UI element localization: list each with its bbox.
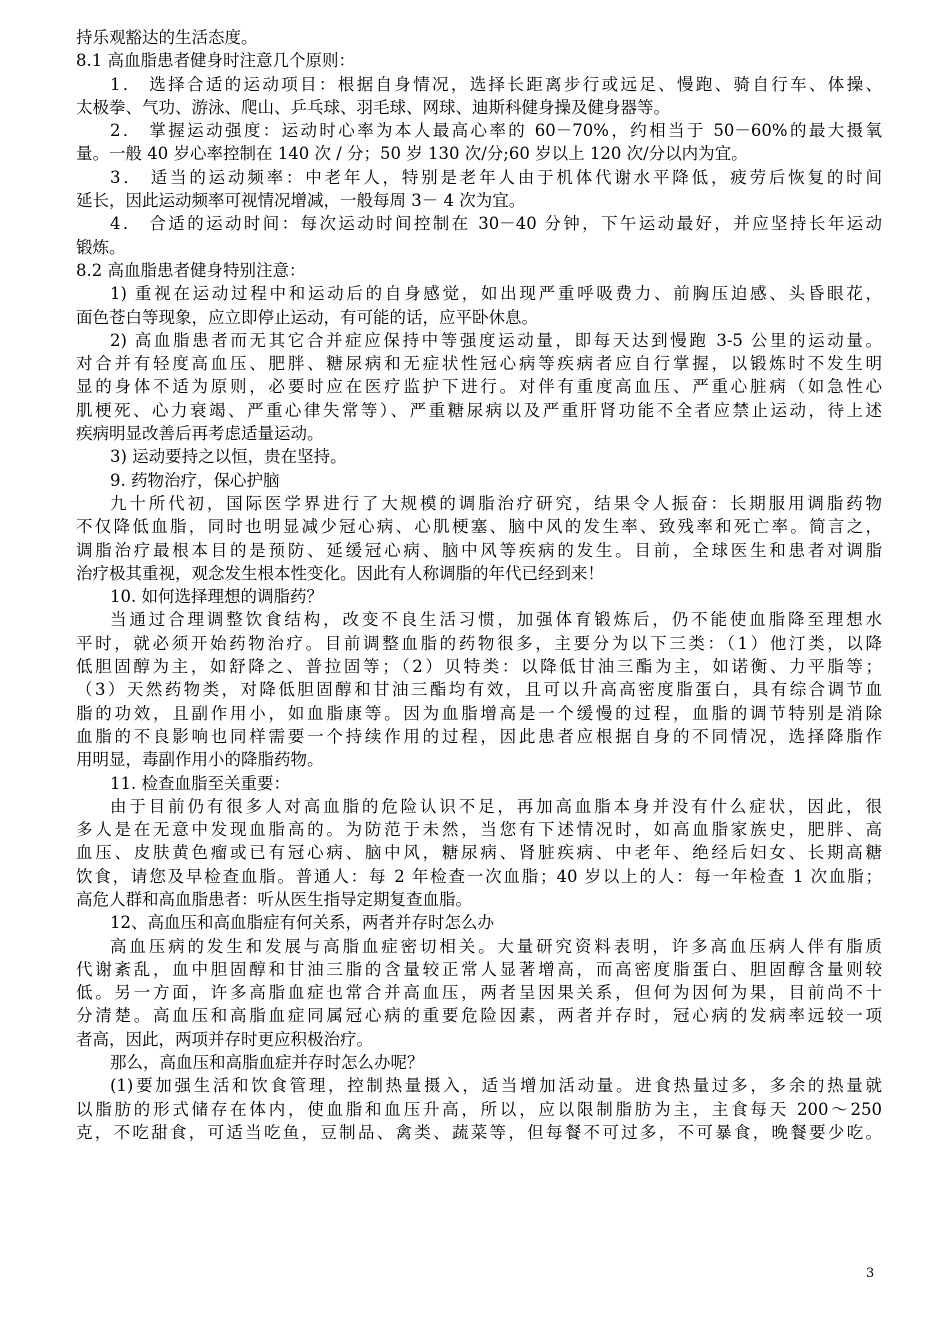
- text-line: 低。另一方面，许多高脂血症也常合并高血压，两者呈因果关系，但何为因何为果，目前尚不十: [76, 983, 882, 1003]
- text-line: 高危人群和高血脂患者：听从医生指导定期复查血脂。: [76, 889, 472, 909]
- text-line: 用明显，毒副作用小的降脂药物。: [76, 750, 324, 770]
- text-line: 不仅降低血脂，同时也明显减少冠心病、心肌梗塞、脑中风的发生率、致残率和死亡率。简言之，: [76, 517, 882, 537]
- text-line: 治疗极其重视，观念发生根本性变化。因此有人称调脂的年代已经到来！: [76, 563, 604, 583]
- text-line: 当通过合理调整饮食结构，改变不良生活习惯，加强体育锻炼后，仍不能使血脂降至理想水: [110, 610, 882, 630]
- text-line: 太极拳、气功、游泳、爬山、乒乓球、羽毛球、网球、迪斯科健身操及健身器等。: [76, 97, 670, 117]
- text-line: 分清楚。高血压和高脂血症同属冠心病的重要危险因素，两者并存时，冠心病的发病率远较一项: [76, 1006, 882, 1026]
- text-line: 12、高血压和高血脂症有何关系，两者并存时怎么办: [110, 913, 494, 933]
- text-line: 11. 检查血脂至关重要：: [110, 773, 290, 793]
- text-line: 九十所代初，国际医学界进行了大规模的调脂治疗研究，结果令人振奋：长期服用调脂药物: [110, 493, 882, 513]
- text-line: 肌梗死、心力衰竭、严重心律失常等）、严重糖尿病以及严重肝肾功能不全者应禁止运动，待上述: [76, 400, 882, 420]
- text-line: 对合并有轻度高血压、肥胖、糖尿病和无症状性冠心病等疾病者应自行掌握，以锻炼时不发生明: [76, 354, 882, 374]
- text-line: 以脂肪的形式储存在体内，使血脂和血压升高，所以，应以限制脂肪为主，主食每天 200～250: [76, 1099, 882, 1119]
- text-line: 2． 掌握运动强度：运动时心率为本人最高心率的 60－70%，约相当于 50－60%的最大摄氧: [110, 121, 882, 141]
- text-line: 1) 重视在运动过程中和运动后的自身感觉，如出现严重呼吸费力、前胸压迫感、头昏眼花，: [110, 284, 882, 304]
- text-line: 3． 适当的运动频率：中老年人，特别是老年人由于机体代谢水平降低，疲劳后恢复的时间: [110, 167, 882, 187]
- text-lines: [76, 26, 882, 1144]
- text-line: 锻炼。: [76, 237, 126, 257]
- text-line: 饮食，请您及早检查血脂。普通人：每 2 年检查一次血脂；40 岁以上的人：每一年检查 1 次血脂；: [76, 866, 882, 886]
- text-line: 疾病明显改善后再考虑适量运动。: [76, 424, 324, 444]
- text-line: 4． 合适的运动时间：每次运动时间控制在 30－40 分钟，下午运动最好，并应坚持长年运动: [110, 214, 882, 234]
- text-line: 低胆固醇为主，如舒降之、普拉固等；（2）贝特类：以降低甘油三酯为主，如诺衡、力平脂等；: [76, 657, 882, 677]
- text-line: 者高，因此，两项并存时更应积极治疗。: [76, 1029, 373, 1049]
- text-line: 平时，就必须开始药物治疗。目前调整血脂的药物很多，主要分为以下三类：（1）他汀类，以降: [76, 633, 882, 653]
- document-body: [76, 26, 882, 1144]
- text-line: 血压、皮肤黄色瘤或已有冠心病、脑中风，糖尿病、肾脏疾病、中老年、绝经后妇女、长期高糖: [76, 843, 882, 863]
- text-line: 那么，高血压和高脂血症并存时怎么办呢？: [110, 1053, 424, 1073]
- text-line: 脂的功效，且副作用小，如血脂康等。因为血脂增高是一个缓慢的过程，血脂的调节特别是消除: [76, 703, 882, 723]
- text-line: 高血压病的发生和发展与高脂血症密切相关。大量研究资料表明，许多高血压病人伴有脂质: [110, 936, 882, 956]
- text-line: 1． 选择合适的运动项目：根据自身情况，选择长距离步行或远足、慢跑、骑自行车、体操、: [110, 74, 882, 94]
- page-number: 3: [866, 1266, 875, 1281]
- text-line: 多人是在无意中发现血脂高的。为防范于未然，当您有下述情况时，如高血脂家族史，肥胖、高: [76, 820, 882, 840]
- text-line: 8.1 高血脂患者健身时注意几个原则：: [76, 51, 355, 71]
- text-line: 量。一般 40 岁心率控制在 140 次 / 分；50 岁 130 次/分;60 岁以上 120 次/分以内为宜。: [76, 144, 748, 164]
- text-line: 面色苍白等现象，应立即停止运动，有可能的话，应平卧休息。: [76, 307, 538, 327]
- text-line: 2) 高血脂患者而无其它合并症应保持中等强度运动量，即每天达到慢跑 3-5 公里的运动量。: [110, 330, 882, 350]
- text-line: 由于目前仍有很多人对高血脂的危险认识不足，再加高血脂本身并没有什么症状，因此，很: [110, 796, 882, 816]
- text-line: 3) 运动要持之以恒，贵在坚持。: [110, 447, 347, 467]
- text-line: 调脂治疗最根本目的是预防、延缓冠心病、脑中风等疾病的发生。目前，全球医生和患者对调脂: [76, 540, 882, 560]
- text-line: 延长，因此运动频率可视情况增减，一般每周 3－ 4 次为宜。: [76, 191, 526, 211]
- text-line: 血脂的不良影响也同样需要一个持续作用的过程，因此患者应根据自身的不同情况，选择降脂作: [76, 726, 882, 746]
- text-line: (1)要加强生活和饮食管理，控制热量摄入，适当增加活动量。进食热量过多，多余的热量就: [110, 1076, 882, 1096]
- text-line: 9. 药物治疗，保心护脑: [110, 470, 280, 490]
- text-line: 显的身体不适为原则，必要时应在医疗监护下进行。对伴有重度高血压、严重心脏病（如急性心: [76, 377, 882, 397]
- text-line: 持乐观豁达的生活态度。: [76, 28, 258, 47]
- text-line: 克，不吃甜食，可适当吃鱼，豆制品、禽类、蔬菜等，但每餐不可过多，不可暴食，晚餐要少吃。: [76, 1122, 882, 1142]
- text-line: 8.2 高血脂患者健身特别注意：: [76, 260, 306, 280]
- text-line: 代谢紊乱，血中胆固醇和甘油三脂的含量较正常人显著增高，而高密度脂蛋白、胆固醇含量则较: [76, 959, 882, 979]
- text-line: 10. 如何选择理想的调脂药？: [110, 587, 323, 607]
- text-line: （3）天然药物类，对降低胆固醇和甘油三酯均有效，且可以升高高密度脂蛋白，具有综合调节血: [76, 680, 882, 700]
